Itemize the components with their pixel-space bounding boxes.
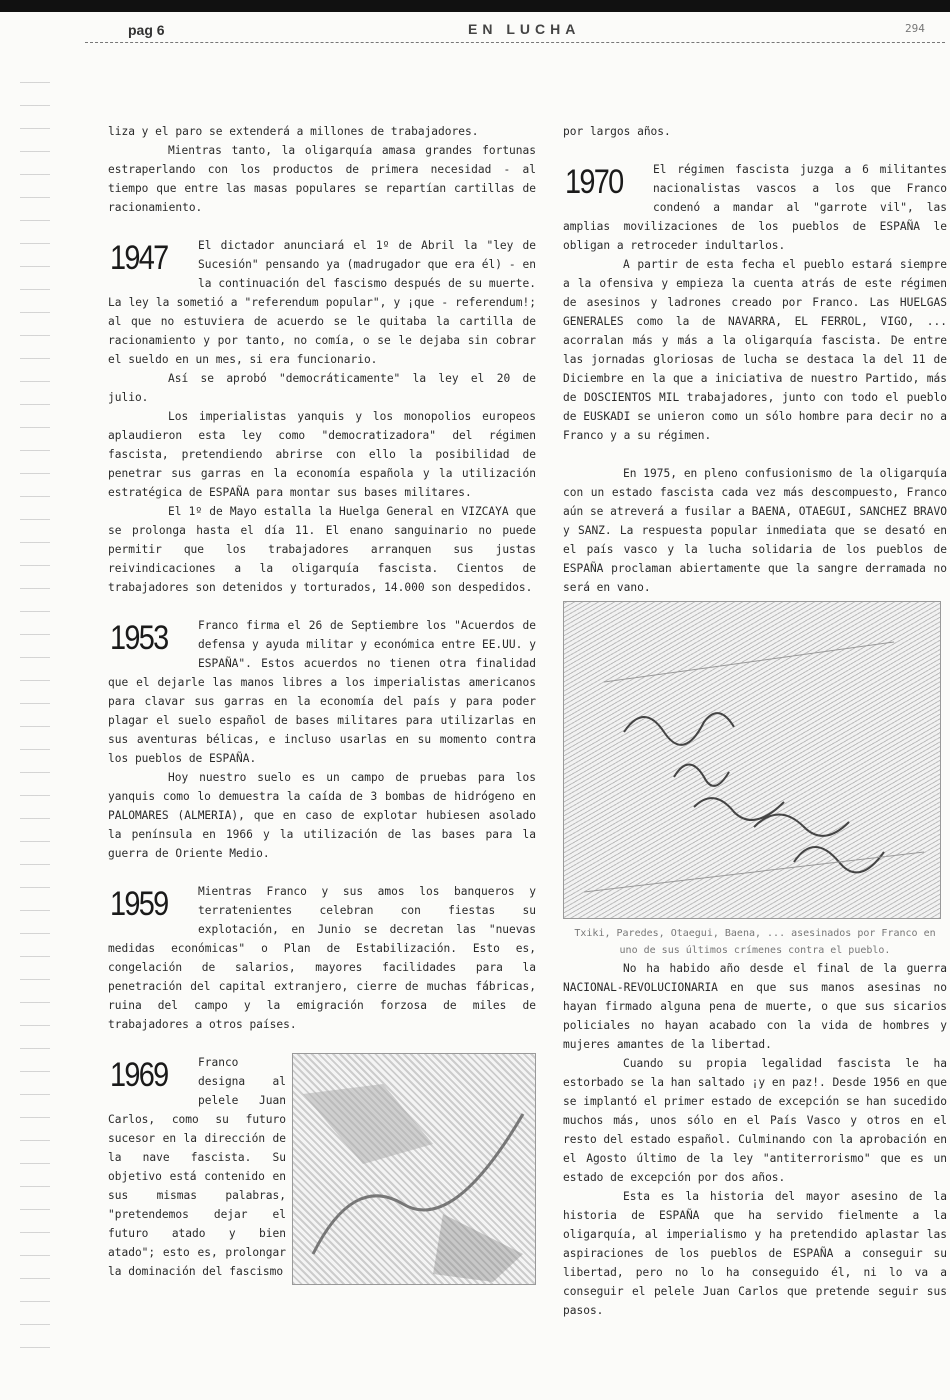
paragraph: Los imperialistas yanquis y los monopolios europeos aplaudieron esta ley como "democratizadora" del régimen fascista, pretendiendo abrirse con ello la posibilidad de penetrar sus garras en la economía española y la utilización estratégica de ESPAÑA para montar sus bases militares. [108,410,536,499]
page-number: pag 6 [128,22,165,38]
photo-texture [293,1054,535,1284]
right-column [563,122,947,1320]
paragraph: Franco designa al pelele Juan Carlos, como su futuro sucesor en la dirección de la nave fascista. Su objetivo está contenido en sus mismas palabras, "pretendemos dejar el futuro atado y bien atado"; esto es, prolongar la dominación del fascismo [108,1056,286,1278]
year-heading-1947: 1947 [110,239,168,277]
section-1953 [108,616,536,863]
photo-handwriting-texture [564,602,940,918]
paragraph: Franco firma el 26 de Septiembre los "Acuerdos de defensa y ayuda militar y económica entre EE.UU. y ESPAÑA". Estos acuerdos no tienen otra finalidad que el dejarle las manos libres a los imperialistas americanos para clavar sus garras en la economía del país y para poder plagar el suelo español de bases militares para utilizarlas en sus aventuras bélicas, e incluso usarlas en su momento contra los pueblos de ESPAÑA. [108,619,536,765]
paragraph: El régimen fascista juzga a 6 militantes nacionalistas vascos a los que Franco condenó a mandar al "garrote vil", las amplias movilizaciones de los pueblos de ESPAÑA le obligan a retroceder indultarlos. [563,163,947,252]
paragraph: El dictador anunciará el 1º de Abril la "ley de Sucesión" pensando ya (madrugador que era él) - en la continuación del fascismo después de su muerte. La ley la sometió a "referendum popular", y ¡que - referendum!; al que no estuviera de acuerdo se le quitaba la cartilla de racionamiento y por tanto, no comía, o se le dejaba sin cobrar el sueldo en un mes, si era funcionario. [108,239,536,366]
section-1970 [563,160,947,445]
paragraph-1975: En 1975, en pleno confusionismo de la oligarquía con un estado fascista cada vez más descompuesto, Franco aún se atreverá a fusilar a BAENA, OTAEGUI, SANCHEZ BRAVO y SANZ. La respuesta popular inmediata que se desató en el país vasco y la lucha solidaria de los pueblos de ESPAÑA proclaman abiertamente que la sangre derramada no será en vano. [563,467,947,594]
continuation-line: por largos años. [563,125,671,138]
header-rule [85,42,945,43]
publication-title: EN LUCHA [468,21,581,37]
intro-paragraph: Mientras tanto, la oligarquía amasa grandes fortunas estraperlando con los productos de primera necesidad - al tiempo que entre las masas populares se repartían cartillas de racionamiento. [108,144,536,214]
section-1969 [108,1053,536,1285]
corner-number: 294 [905,22,925,35]
year-heading-1953: 1953 [110,619,168,657]
photo-juan-carlos [292,1053,536,1285]
section-1947 [108,236,536,597]
paragraph: Esta es la historia del mayor asesino de la historia de ESPAÑA que ha servido fielmente a la oligarquía, al imperialismo y ha pretendido aplastar las aspiraciones de los pueblos de ESPAÑA a conseguir su libertad, pero no lo ha conseguido él, ni lo va a conseguir el pelele Juan Carlos que pretende seguir sus pasos. [563,1190,947,1317]
intro-line: liza y el paro se extenderá a millones de trabajadores. [108,125,479,138]
year-heading-1969: 1969 [110,1056,168,1094]
paragraph: Así se aprobó "democráticamente" la ley el 20 de julio. [108,372,536,404]
year-heading-1959: 1959 [110,885,168,923]
photo-executed-militants [563,601,941,919]
paragraph: Cuando su propia legalidad fascista le ha estorbado se la han saltado ¡y en paz!. Desde 1956 en que se implantó el primer estado de excepción se han sucedido muchos más, unos sólo en el País Vasco y otros en el resto del estado español. Culminando con la aprobación en el Agosto último de la ley "antiterrorismo" que es un estado de excepción por dos años. [563,1057,947,1184]
paragraph: No ha habido año desde el final de la guerra NACIONAL-REVOLUCIONARIA en que sus manos asesinas no hayan firmado alguna pena de muerte, o que sus sicarios policiales no hayan acabado con la vida de hombres y mujeres amantes de la libertad. [563,962,947,1051]
paragraph: El 1º de Mayo estalla la Huelga General en VIZCAYA que se prolonga hasta el día 11. El enano sanguinario no puede permitir que los trabajadores arranquen sus justas reivindicaciones a la oligarquía fascista. Cientos de trabajadores son detenidos y torturados, 14.000 son despedidos. [108,505,536,594]
paragraph: Hoy nuestro suelo es un campo de pruebas para los yanquis como lo demuestra la caída de 3 bombas de hidrógeno en PALOMARES (ALMERIA), que en caso de explotar hubiesen asolado la península en 1966 y la utilización de las bases para la guerra de Oriente Medio. [108,771,536,860]
photo-caption: Txiki, Paredes, Otaegui, Baena, ... asesinados por Franco en uno de sus últimos crímenes contra el pueblo. [574,928,936,956]
top-black-band [0,0,950,12]
paragraph: Mientras Franco y sus amos los banqueros y terratenientes celebran con fiestas su explotación, en Junio se decretan las "nuevas medidas económicas" o Plan de Estabilización. Esto es, congelación de salarios, mayores facilidades para la penetración del capital extranjero, cierre de muchas fábricas, ruina del campo y la emigración forzosa de miles de trabajadores a otros países. [108,885,536,1031]
year-heading-1970: 1970 [565,163,623,201]
left-column [108,122,536,1285]
section-1959 [108,882,536,1034]
paragraph: A partir de esta fecha el pueblo estará siempre a la ofensiva y empieza la cuenta atrás de este régimen de asesinos y ladrones creado por Franco. Las HUELGAS GENERALES como la de NAVARRA, EL FERROL, VIGO, ... acorralan más y más a la oligarquía fascista. De entre las jornadas gloriosas de lucha se destaca la del 11 de Diciembre en la que a iniciativa de nuestro Partido, más de DOSCIENTOS MIL trabajadores, junto con todo el pueblo de EUSKADI se unieron como un sólo hombre para decir no a Franco y a su régimen. [563,258,947,442]
margin-punch-marks [20,60,50,1360]
